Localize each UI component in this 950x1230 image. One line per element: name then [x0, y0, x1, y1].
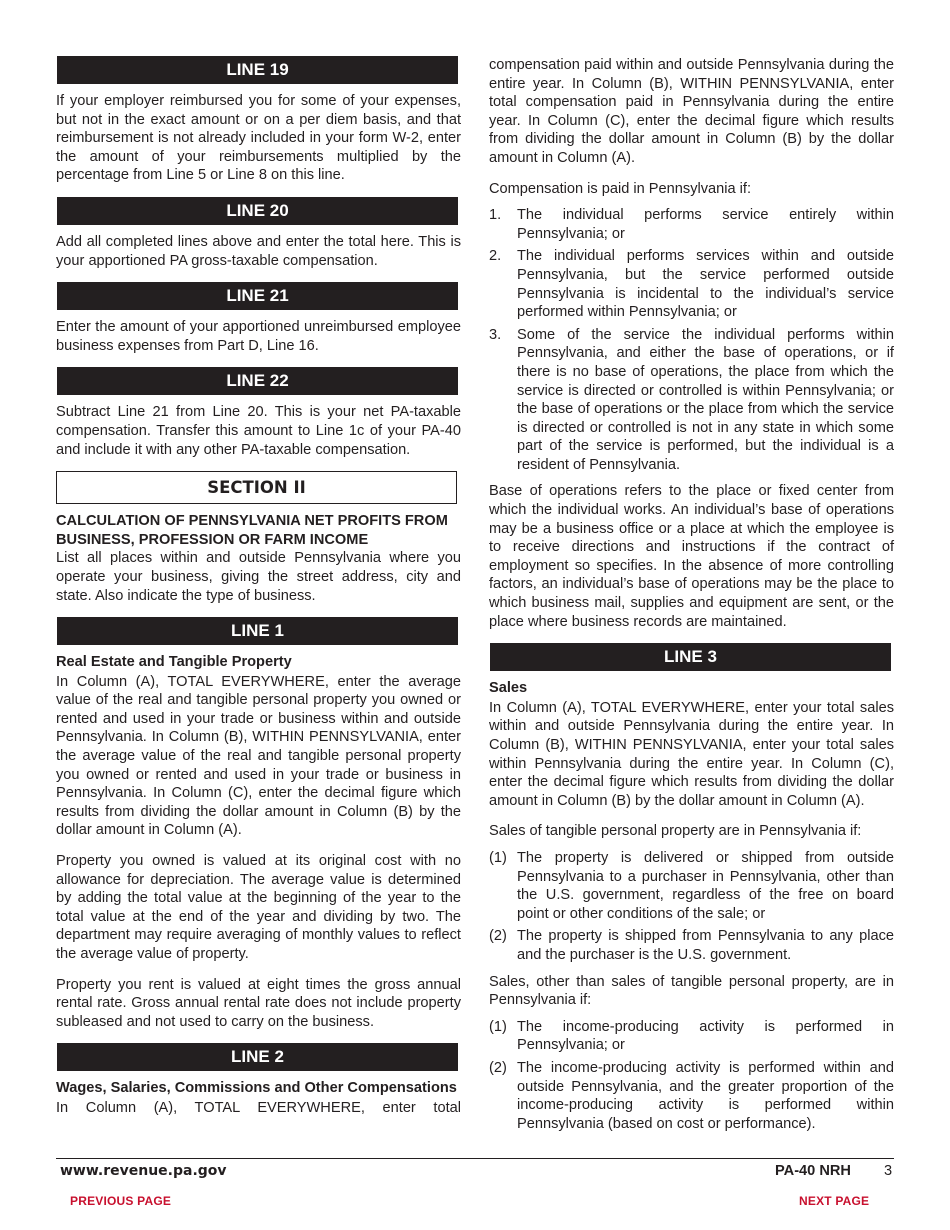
line-2-header: LINE 2: [57, 1043, 458, 1071]
line-3-subtitle: Sales: [489, 680, 528, 697]
line-22-text: Subtract Line 21 from Line 20. This is your net PA-taxable compensation. Transfer this amount to Line 1c of your PA-40 and include it with any other PA-taxable compensation.: [56, 404, 461, 458]
right-column: [489, 56, 894, 1141]
list-item: (2) The income-producing activity is performed within and outside Pennsylvania, and the greater proportion of the income-producing activity is performed within Pennsylvania (based on cost or performance).: [489, 1059, 894, 1132]
compensation-list: [489, 206, 894, 474]
footer-form-name: PA-40 NRH: [775, 1163, 851, 1179]
line-2-subtitle: Wages, Salaries, Commissions and Other Compensations: [56, 1080, 457, 1097]
section-2-heading: CALCULATION OF PENNSYLVANIA NET PROFITS FROM BUSINESS, PROFESSION OR FARM INCOME: [56, 513, 448, 548]
compensation-intro: Compensation is paid in Pennsylvania if:: [489, 180, 752, 197]
line-19-header: LINE 19: [57, 56, 458, 84]
line-21-header: LINE 21: [57, 282, 458, 310]
section-2-header: SECTION II: [56, 471, 457, 504]
line-3-paragraph-1: In Column (A), TOTAL EVERYWHERE, enter your total sales within and outside Pennsylvania during the entire year. In Column (B), WITHIN PENNSYLVANIA, enter your total sales within Pennsylvania during the entire year. In Column (C), enter the decimal figure which results from dividing the dollar amount in Column (B) by the dollar amount in Column (A).: [489, 699, 894, 809]
previous-page-link[interactable]: PREVIOUS PAGE: [70, 1194, 172, 1208]
other-sales-list: [489, 1018, 894, 1134]
tangible-sales-list: [489, 849, 894, 965]
line-21-text: Enter the amount of your apportioned unreimbursed employee business expenses from Part D, Line 16.: [56, 319, 461, 354]
footer-page-number: 3: [884, 1163, 893, 1179]
footer-divider: [56, 1158, 894, 1159]
line-20-header: LINE 20: [57, 197, 458, 225]
section-2-text: List all places within and outside Pennsylvania where you operate your business, giving the street address, city and state. Also indicate the type of business.: [56, 550, 461, 604]
next-page-link[interactable]: NEXT PAGE: [799, 1194, 870, 1208]
list-item: 2. The individual performs services within and outside Pennsylvania, but the service performed outside Pennsylvania is incidental to the individual’s service performed within Pennsylvania; or: [489, 248, 894, 321]
line-22-header: LINE 22: [57, 367, 458, 395]
line-20-text: Add all completed lines above and enter the total here. This is your apportioned PA gross-taxable compensation.: [56, 233, 461, 269]
line-1-subtitle: Real Estate and Tangible Property: [56, 654, 292, 671]
tangible-sales-intro: Sales of tangible personal property are in Pennsylvania if:: [489, 823, 862, 840]
list-item: (2) The property is shipped from Pennsylvania to any place and the purchaser is the U.S. government.: [489, 928, 894, 963]
list-item: 3. Some of the service the individual performs within Pennsylvania, and either the base of operations, or if there is no base of operations, the place from which the service is directed or controlled is within Pennsylvania; or the base of operations or the place from which the service is directed or controlled is not in any state in which some part of the service is performed, but the individual is a resident of Pennsylvania.: [489, 326, 894, 473]
list-item: (1) The property is delivered or shipped from outside Pennsylvania to a purchaser in Pennsylvania, other than the U.S. government, regardless of the free on board point or other conditions of the sale; or: [489, 849, 894, 922]
line-3-header: LINE 3: [490, 643, 891, 671]
line-19-text: If your employer reimbursed you for some of your expenses, but not in the exact amount or on a per diem basis, and that reimbursement is not already included in your form W-2, enter the amount of your reimbursements multiplied by the percentage from Line 5 or Line 8 on this line.: [56, 93, 461, 184]
line-1-paragraph-2: Property you owned is valued at its original cost with no allowance for depreciation. The average value is determined by adding the total value at the beginning of the year to the total value at the end of the year and dividing by two. The department may require averaging of monthly values to reflect the average value of property.: [56, 853, 461, 962]
left-column: [56, 56, 461, 1130]
base-of-operations-text: Base of operations refers to the place or fixed center from which the individual works. An individual’s base of operations may be a business office or a place at which the employee is to receive directions and instructions if the contract of employment so specifies. In the absence of more controlling factors, an individual’s base of operations may be the place to which business mail, supplies and equipment are sent, or the place where business records are maintained.: [489, 483, 894, 630]
line-1-header: LINE 1: [57, 617, 458, 645]
line-1-paragraph-1: In Column (A), TOTAL EVERYWHERE, enter the average value of the real and tangible personal property you owned or rented and used in your trade or business within and outside Pennsylvania. In Column (B), WITHIN PENNSYLVANIA, enter the average value of the real and tangible personal property you owned or rented and used in your trade or business in Pennsylvania. In Column (C), enter the decimal figure which results from dividing the dollar amount in Column (B) by the dollar amount in Column (A).: [56, 673, 461, 839]
line-1-paragraph-3: Property you rent is valued at eight times the gross annual rental rate. Gross annual rental rate does not include property subleased and not used to carry on the business.: [56, 976, 461, 1030]
line-2-paragraph-1: In Column (A), TOTAL EVERYWHERE, enter total: [56, 1099, 461, 1116]
list-item: 1. The individual performs service entirely within Pennsylvania; or: [489, 207, 894, 242]
footer-website[interactable]: www.revenue.pa.gov: [60, 1163, 227, 1179]
line-2-continued-text: compensation paid within and outside Pennsylvania during the entire year. In Column (B), WITHIN PENNSYLVANIA, enter total compensation paid in Pennsylvania during the entire year. In Column (C), enter the decimal figure which results from dividing the dollar amount in Column (B) by the dollar amount in Column (A).: [489, 57, 894, 166]
other-sales-intro: Sales, other than sales of tangible personal property, are in Pennsylvania if:: [489, 973, 894, 1009]
list-item: (1) The income-producing activity is performed in Pennsylvania; or: [489, 1018, 894, 1054]
